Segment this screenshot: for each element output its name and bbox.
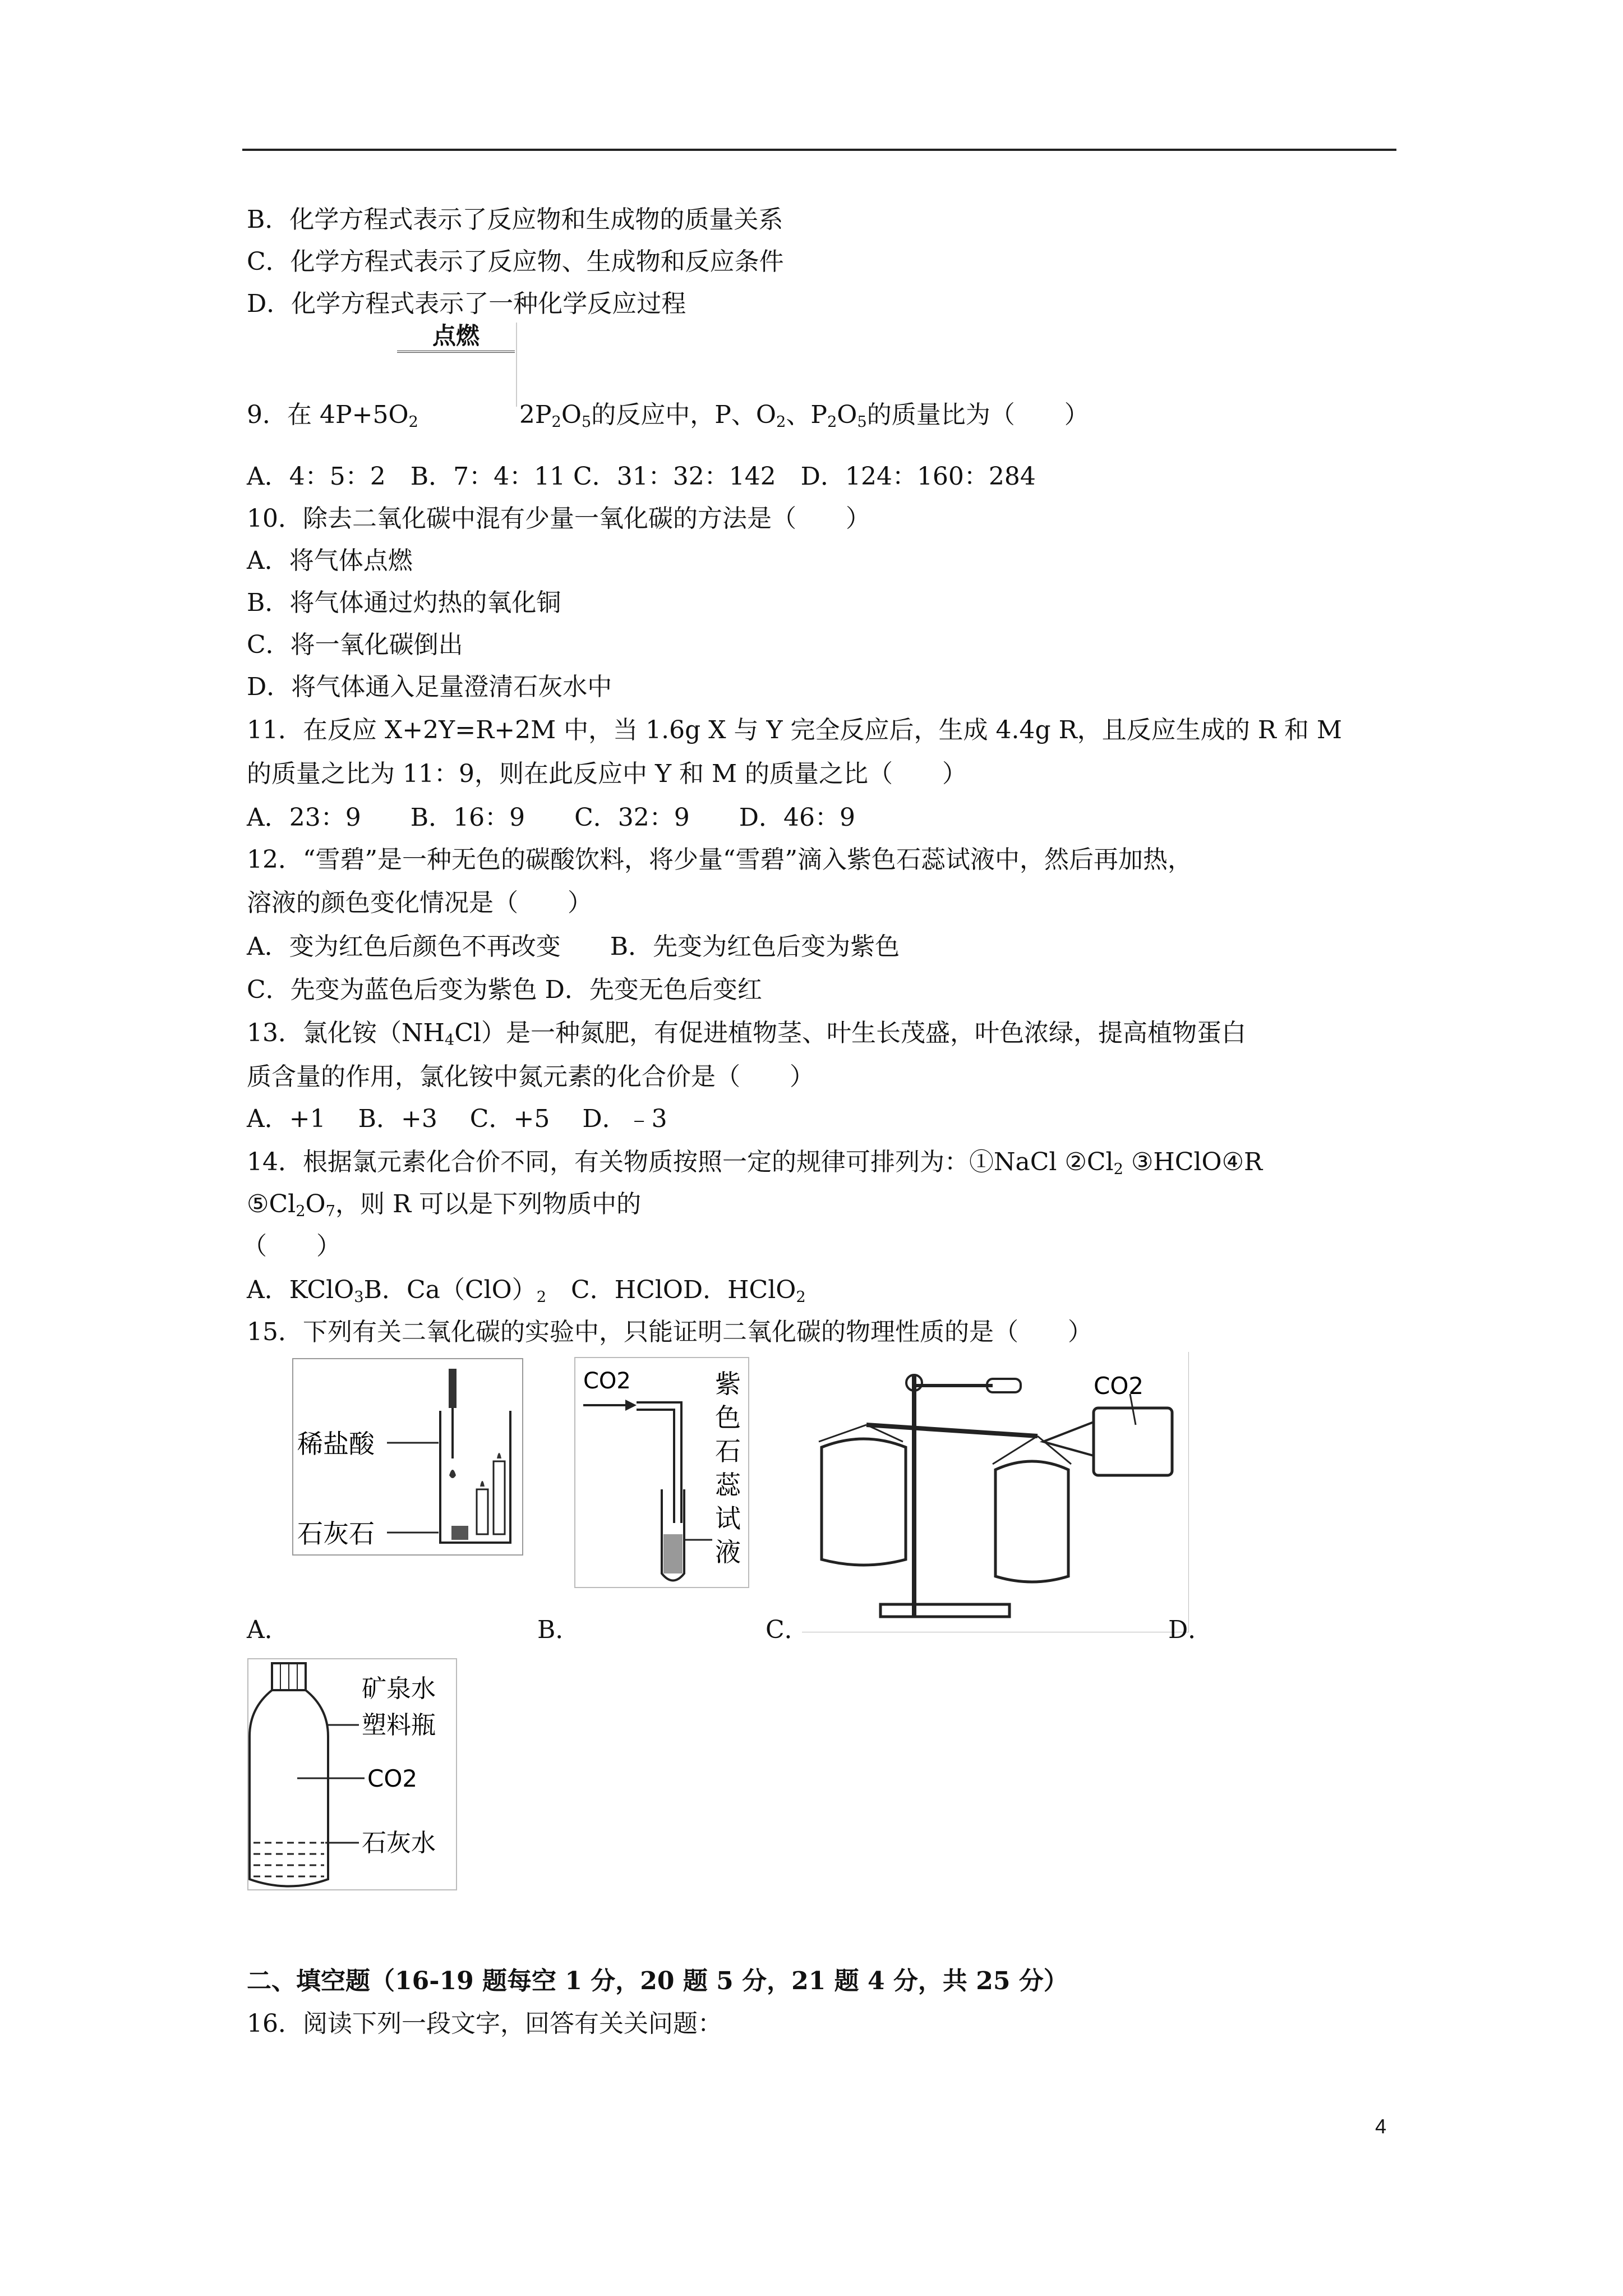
q15-label-a: A． (247, 1616, 289, 1644)
litmus-char-0: 紫 (715, 1369, 741, 1399)
litmus-char-3: 蕊 (715, 1470, 741, 1500)
q9-stem: 9．在 $4P+5O_2$ $2P_2O_5$的反应中，P、$O_2$、$P_2O_5$的质量比为（ ） (247, 401, 1089, 431)
q15-stem: 15．下列有关二氧化碳的实验中，只能证明二氧化碳的物理性质的是（ ） (247, 1318, 1092, 1346)
litmus-char-1: 色 (715, 1402, 741, 1433)
litmus-char-4: 试 (715, 1503, 741, 1534)
q10-option-a: A．将气体点燃 (247, 546, 413, 575)
q11-line2: 的质量之比为 11：9，则在此反应中 Y 和 M 的质量之比（ ） (247, 760, 967, 788)
q12-line2: 溶液的颜色变化情况是（ ） (247, 889, 592, 917)
q9-options: A．4：5：2 B．7：4：11 C．31：32：142 D．124：160：284 (247, 462, 1036, 491)
label-plastic-bottle: 塑料瓶 (362, 1711, 436, 1740)
q11-line1: 11．在反应 X+2Y=R+2M 中，当 1.6g X 与 Y 完全反应后，生成 4.4g R，且反应生成的 R 和 M (247, 716, 1342, 744)
figure-d (247, 1658, 460, 1893)
q10-option-b: B．将气体通过灼热的氧化铜 (247, 588, 561, 617)
q14-options: A．KClO$_3$B．$Ca(ClO)_2$ C．HClOD．HClO$_2$ (247, 1276, 806, 1306)
q8-option-b: B．化学方程式表示了反应物和生成物的质量关系 (247, 205, 783, 234)
q15-label-d: D． (1168, 1616, 1213, 1644)
q10-option-d: D．将气体通入足量澄清石灰水中 (247, 673, 612, 701)
q13-line2: 质含量的作用，氯化铵中氮元素的化合价是（ ） (247, 1062, 814, 1091)
label-co2: CO2 (367, 1765, 418, 1792)
litmus-char-5: 液 (715, 1537, 741, 1567)
section-2-title: 二、填空题（16-19 题每空 1 分，20 题 5 分，21 题 4 分，共 25 分） (247, 1967, 1068, 1995)
q14-line3: （ ） (242, 1232, 341, 1260)
reaction-condition: 点燃 (397, 323, 515, 353)
q10-option-c: C．将一氧化碳倒出 (247, 631, 463, 659)
header-rule (242, 149, 1396, 151)
label-co2: CO2 (1094, 1372, 1144, 1400)
q12-options-ab: A．变为红色后颜色不再改变 B．先变为红色后变为紫色 (247, 932, 900, 961)
q12-line1: 12．“雪碧”是一种无色的碳酸饮料，将少量“雪碧”滴入紫色石蕊试液中，然后再加热， (247, 845, 1192, 874)
q14-line1: 14．根据氯元素化合价不同，有关物质按照一定的规律可排列为：①NaCl $②Cl_2$ ③HClO④R (247, 1148, 1263, 1178)
q13-options: A．+1 B．+3 C．+5 D．﹣3 (247, 1105, 667, 1133)
q11-options: A．23：9 B．16：9 C．32：9 D．46：9 (247, 803, 855, 832)
q14-line2: $⑤Cl_2O_7$，则 R 可以是下列物质中的 (247, 1190, 642, 1220)
figure-a (292, 1358, 527, 1559)
q16-stem: 16．阅读下列一段文字，回答有关关问题： (247, 2009, 722, 2038)
label-limewater: 石灰水 (362, 1829, 436, 1857)
litmus-char-2: 石 (715, 1436, 741, 1466)
q10-stem: 10．除去二氧化碳中混有少量一氧化碳的方法是（ ） (247, 504, 870, 533)
figure-c (802, 1352, 1189, 1632)
label-mineral-water: 矿泉水 (362, 1674, 436, 1703)
q8-option-d: D．化学方程式表示了一种化学反应过程 (247, 289, 686, 318)
q15-label-b: B． (537, 1616, 580, 1644)
q13-line1: 13．氯化铵$(NH_4Cl)$是一种氮肥，有促进植物茎、叶生长茂盛，叶色浓绿，提高植物蛋白 (247, 1019, 1246, 1049)
label-limestone: 石灰石 (297, 1519, 375, 1549)
litmus-label (715, 1369, 741, 1567)
q12-options-cd: C．先变为蓝色后变为紫色 D．先变无色后变红 (247, 976, 762, 1004)
label-dilute-hcl: 稀盐酸 (297, 1429, 375, 1459)
figure-b (572, 1355, 751, 1590)
q15-label-c: C． (766, 1616, 809, 1644)
label-co2: CO2 (583, 1368, 631, 1394)
page-number: 4 (1375, 2115, 1387, 2138)
q8-option-c: C．化学方程式表示了反应物、生成物和反应条件 (247, 247, 784, 276)
